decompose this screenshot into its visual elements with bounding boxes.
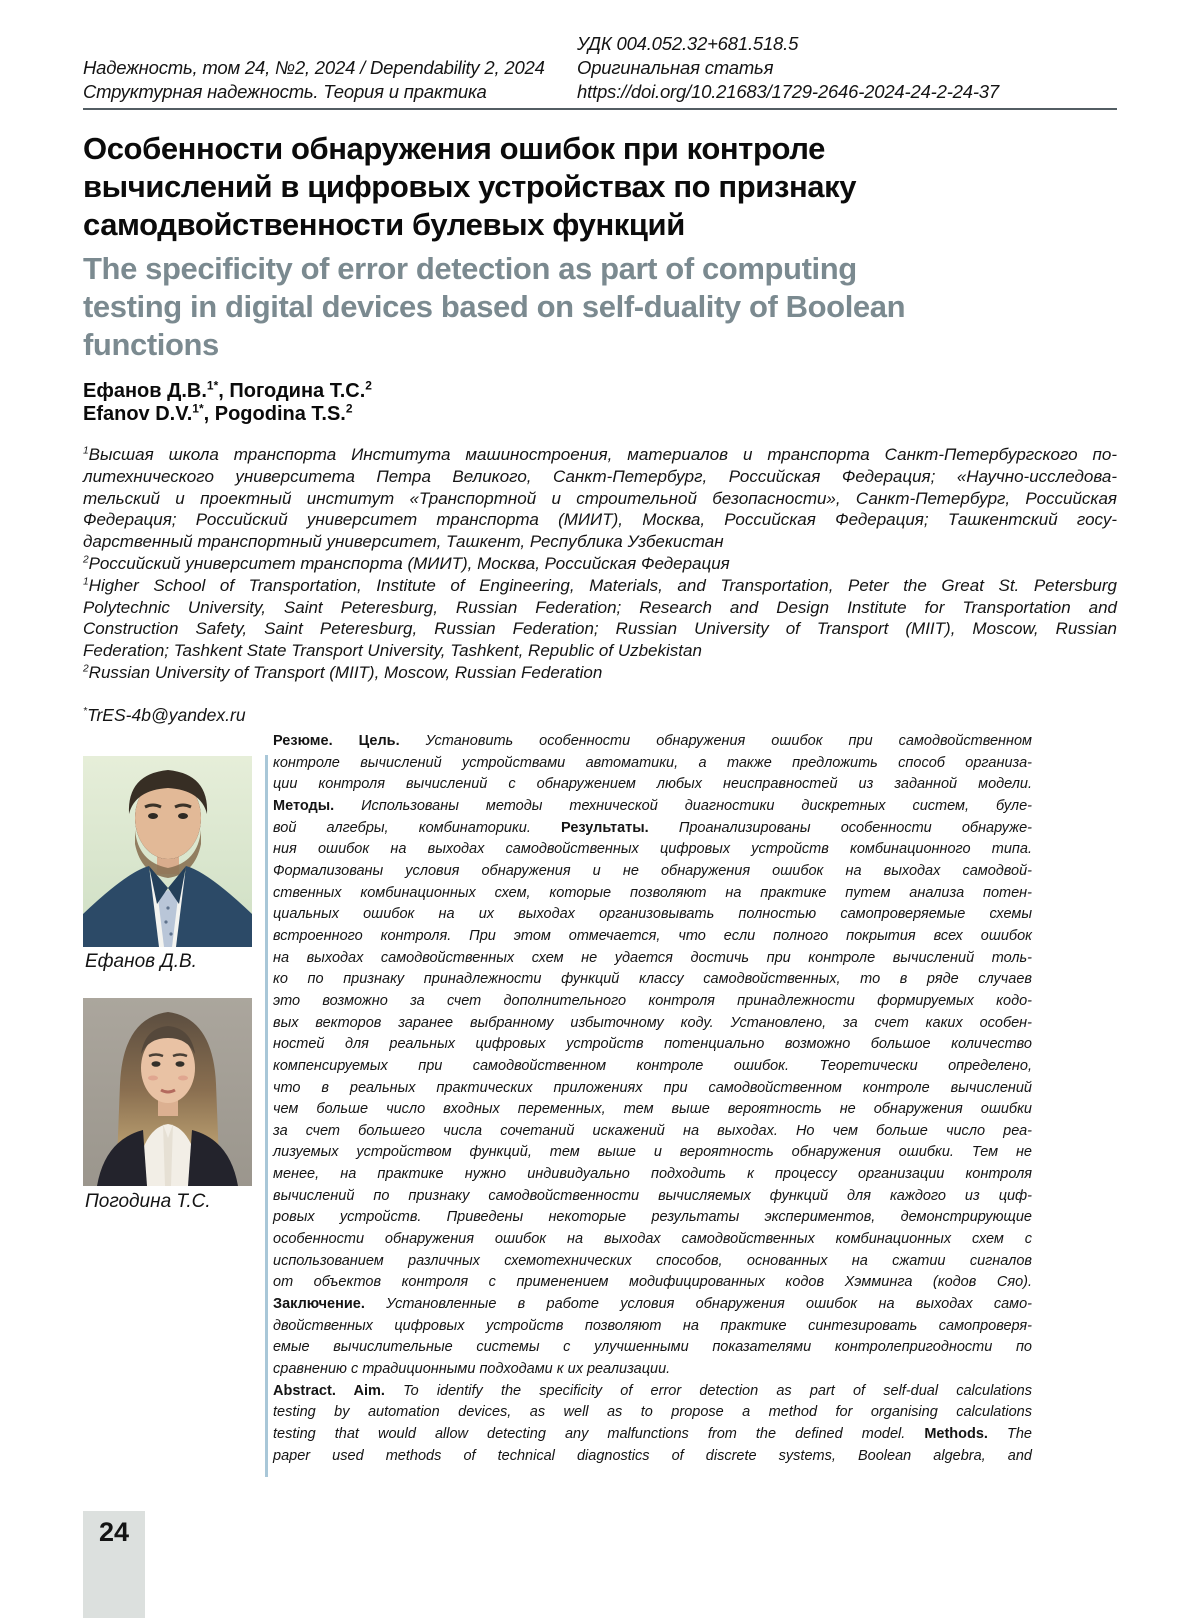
text-line: Методы. Использованы методы технической диагностики дискретных систем, буле- (273, 797, 1032, 814)
corresponding-email[interactable] (83, 705, 246, 726)
title-line: самодвойственности булевых функций (83, 207, 685, 242)
text-line: ния ошибок на выходах самодвойственных цифровых устройств комбинационного типа. (273, 841, 1032, 858)
text-line: за счет большего числа сочетаний искажений на выходах. Но чем больше число реа- (273, 1122, 1032, 1139)
text-line: $^1$Высшая школа транспорта Института машиностроения, материалов и транспорта Санкт-Петербургского по- (83, 445, 1117, 464)
text-line: Ефанов Д.В.$^{1*}$, Погодина Т.С.$^2$ (83, 378, 372, 402)
portrait-photo-efanov (83, 756, 252, 947)
text-line: $^2$Russian University of Transport (MIIT), Moscow, Russian Federation (83, 662, 603, 682)
column-divider-bar (265, 755, 268, 1477)
text-line: циальных ошибок на их выходах организовывать полностью самопроверяемые схемы (273, 906, 1032, 923)
text-line: дарственный транспортный университет, Ташкент, Республика Узбекистан (83, 532, 724, 552)
text-line: Заключение. Установленные в работе условия обнаружения ошибок на выходах само- (273, 1296, 1032, 1313)
text-line: особенности обнаружения ошибок на выходах самодвойственных комбинационных схем с (273, 1231, 1032, 1248)
article-title-en (83, 250, 1123, 364)
article-type: Оригинальная статья (577, 57, 774, 78)
text-line: Резюме. Цель. Установить особенности обнаружения ошибок при самодвойственном (273, 733, 1032, 749)
text-line: на выходах самодвойственных схем не удается достичь при контроле вычислений толь- (273, 949, 1032, 966)
text-line: от объектов контроля с применением модифицированных кодов Хэмминга (кодов Сяо). (273, 1274, 1032, 1291)
text-line: сравнению с традиционными подходами к их реализации. (273, 1361, 671, 1378)
text-line: менее, на практике нужно индивидуально подходить к процессу организации контроля (273, 1166, 1032, 1183)
text-line: paper used methods of technical diagnostics of discrete systems, Boolean algebra, and (273, 1447, 1032, 1464)
header-divider-rule (83, 108, 1117, 110)
affiliations-block (83, 444, 1117, 684)
text-line: ции контроля вычислений с обнаружением любых неисправностей из заданной модели. (273, 776, 1032, 793)
text-line: это возможно за счет дополнительного контроля принадлежности формируемых кодо- (273, 992, 1032, 1009)
text-line: емые вычислительные системы с улучшенными показателями контролепригодности по (273, 1339, 1032, 1356)
text-line: использованием различных схемотехнических способов, основанных на сжатии сигналов (273, 1252, 1032, 1269)
photo-caption-efanov: Ефанов Д.В. (85, 951, 197, 972)
text-line: вой алгебры, комбинаторики. Результаты. Проанализированы особенности обнаруже- (273, 819, 1032, 836)
text-line: контроле вычислений устройствами автоматики, а также предложить способ организа- (273, 754, 1032, 771)
text-line: ностей для реальных цифровых устройств потенциально возможно большое количество (273, 1036, 1032, 1053)
text-line: встроенного контроля. При этом отмечается, что если полного покрытия всех ошибок (273, 927, 1032, 944)
text-line: $^2$Российский университет транспорта (МИИТ), Москва, Российская Федерация (83, 553, 730, 573)
text-line: $^1$Higher School of Transportation, Institute of Engineering, Materials, and Transportation, Peter the Great St. Petersburg (83, 575, 1117, 595)
abstract-block (273, 731, 1032, 1467)
text-line: *TrES-4b@yandex.ru (83, 705, 246, 725)
portrait-photo-pogodina (83, 998, 252, 1186)
text-line: testing by automation devices, as well as to propose a method for organising calculations (273, 1404, 1032, 1421)
text-line: что в реальных практических приложениях при самодвойственном контроле вычислений (273, 1079, 1032, 1096)
page-number: 24 (99, 1517, 130, 1547)
title-line: functions (83, 327, 219, 362)
text-line: Формализованы условия обнаружения и не обнаружения ошибок на выходах самодвой- (273, 862, 1032, 879)
authors-ru (83, 380, 372, 403)
title-line: вычислений в цифровых устройствах по признаку (83, 169, 857, 204)
journal-volume-line: Надежность, том 24, №2, 2024 / Dependability 2, 2024 (83, 57, 545, 78)
journal-header-left (83, 56, 545, 104)
text-line: Construction Safety, Saint Peteresburg, Russian Federation; Russian University of Transport (MIIT), Moscow, Russian (83, 619, 1117, 639)
text-line: вычислений по признаку самодвойственности вычисляемых функций для каждого из циф- (273, 1187, 1032, 1204)
journal-section-line: Структурная надежность. Теория и практика (83, 81, 487, 102)
text-line: ственных комбинационных схем, которые позволяют на практике путем анализа потен- (273, 884, 1032, 901)
udc-code: УДК 004.052.32+681.518.5 (577, 33, 799, 54)
text-line: двойственных цифровых устройств позволяют на практике синтезировать самопроверя- (273, 1317, 1032, 1334)
text-line: тельский и проектный институт «Транспортной и строительной безопасности», Санкт-Петербург, Российская (83, 488, 1117, 508)
text-line: testing that would allow detecting any malfunctions from the defined model. Methods. The (273, 1426, 1032, 1442)
text-line: вых векторов заранее выбранному избыточному коду. Установлено, за счет каких особен- (273, 1014, 1032, 1031)
text-line: Federation; Tashkent State Transport University, Tashkent, Republic of Uzbekistan (83, 641, 702, 661)
text-line: Efanov D.V.$^{1*}$, Pogodina T.S.$^2$ (83, 401, 353, 425)
article-title-ru (83, 130, 1123, 244)
title-line: Особенности обнаружения ошибок при контроле (83, 131, 825, 166)
text-line: ко по признаку принадлежности функций классу самодвойственных, то в ряде случаев (273, 971, 1032, 988)
text-line: ровых устройств. Приведены некоторые результаты экспериментов, демонстрирующие (273, 1209, 1032, 1226)
title-line: testing in digital devices based on self-duality of Boolean (83, 289, 906, 324)
text-line: Abstract. Aim. To identify the specificity of error detection as part of self-dual calculations (273, 1382, 1032, 1399)
doi-link[interactable]: https://doi.org/10.21683/1729-2646-2024-24-2-24-37 (577, 81, 999, 102)
portrait-photo-pogodina-image (83, 998, 252, 1186)
photo-caption-pogodina: Погодина Т.С. (85, 1191, 211, 1212)
text-line: литехнического университета Петра Великого, Санкт-Петербург, Российская Федерация; «Научно-исследова- (83, 466, 1117, 486)
text-line: компенсируемых при самодвойственном контроле ошибок. Теоретически определено, (273, 1057, 1032, 1074)
text-line: Федерация; Российский университет транспорта (МИИТ), Москва, Российская Федерация; Ташкентский госу- (83, 510, 1117, 530)
authors-block (83, 380, 372, 426)
authors-en (83, 403, 372, 426)
text-line: лизуемых устройством функций, тем выше и вероятность обнаружения ошибки. Тем не (273, 1144, 1032, 1161)
text-line: Polytechnic University, Saint Peteresburg, Russian Federation; Research and Design Institute for Transportation and (83, 597, 1117, 617)
title-line: The specificity of error detection as part of computing (83, 251, 857, 286)
journal-header-right (577, 32, 999, 104)
portrait-photo-efanov-image (83, 756, 252, 947)
text-line: чем больше число входных переменных, тем выше вероятность не обнаружения ошибки (273, 1101, 1032, 1118)
